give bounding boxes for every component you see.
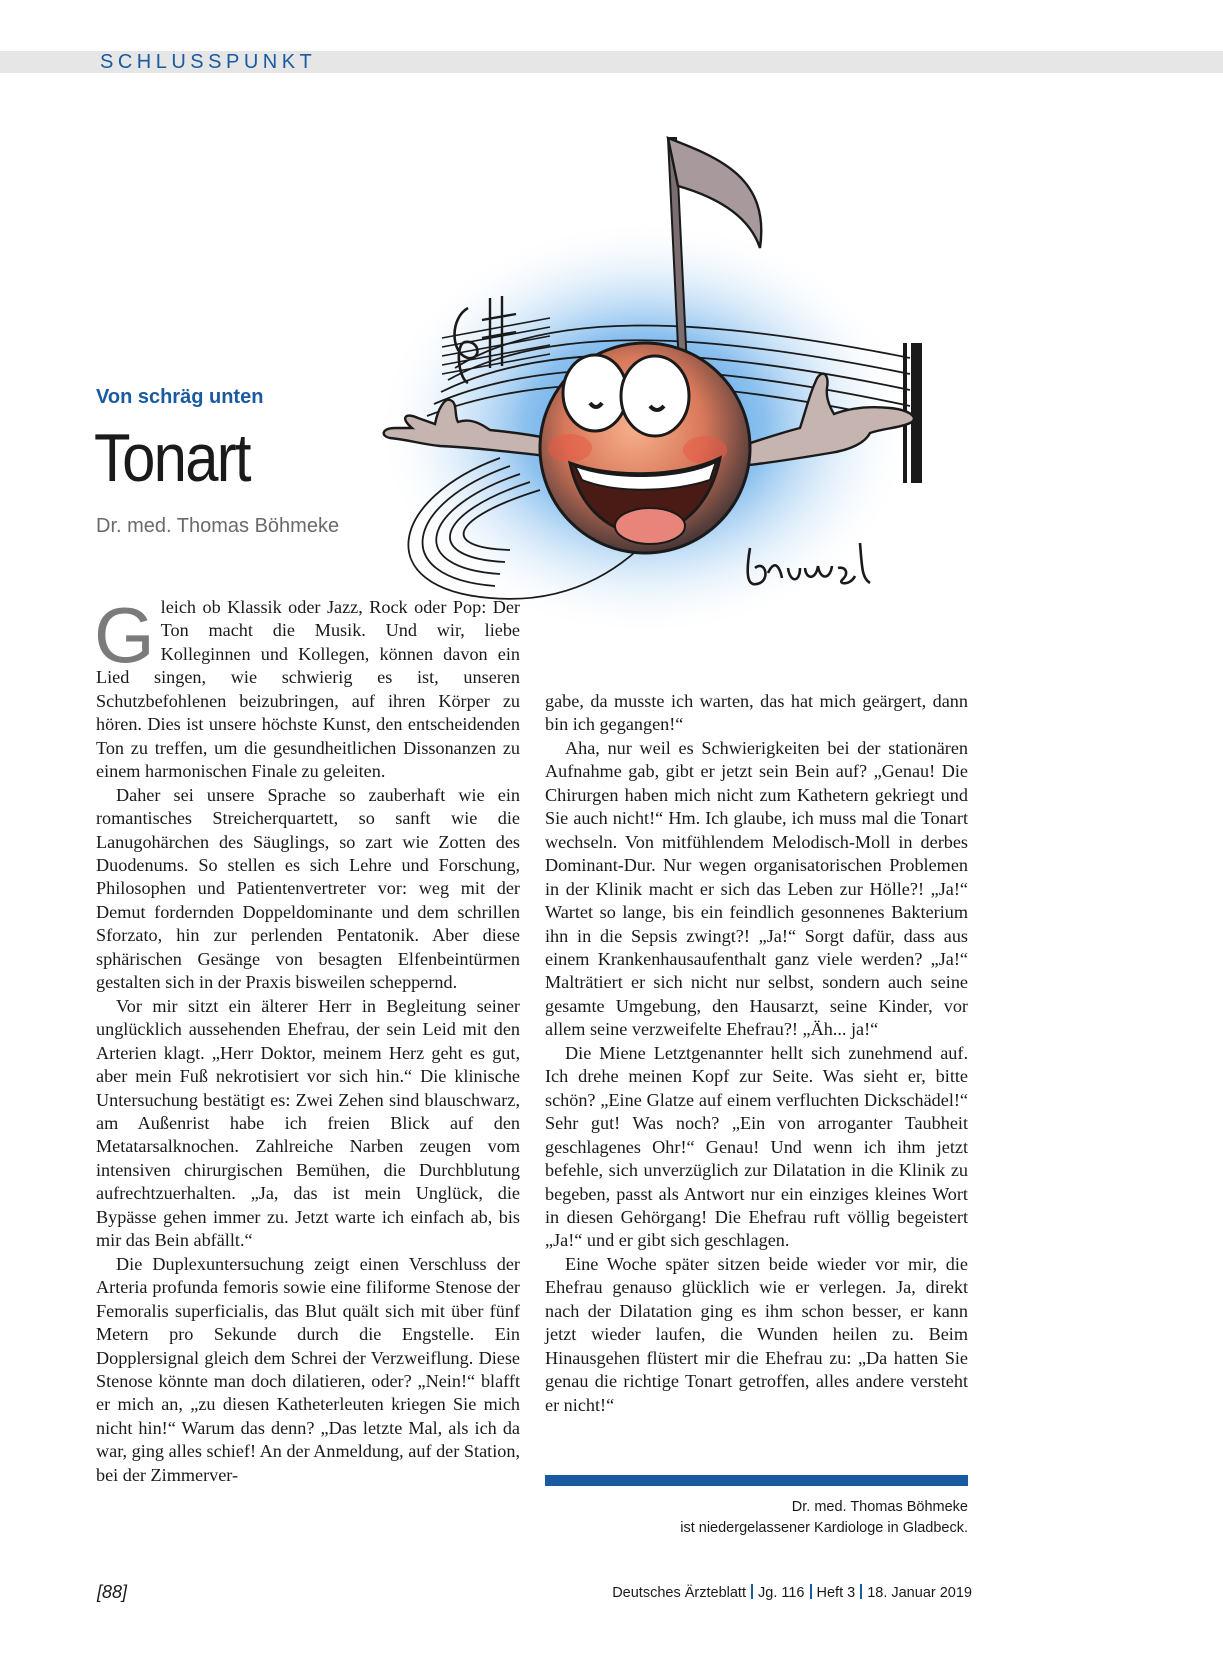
- section-label: SCHLUSSPUNKT: [100, 51, 317, 73]
- paragraph: Die Duplexuntersuchung zeigt einen Verschluss der Arteria profunda femoris sowie eine filiforme Stenose der Femoralis superficialis, das Blut quält sich mit über fünf Metern pro Sekunde durch die Engstelle. Ein Dopplersignal gleich dem Schrei der Verzweiflung. Diese Stenose könnte man doch dilatieren, oder? „Nein!“ blafft er mich an, „zu diesen Katheterleuten kriegen Sie mich nicht hin!“ Warum das denn? „Das letzte Mal, als ich da war, ging alles schief! An der Anmeldung, auf der Station, bei der Zimmerver-: [96, 1253, 520, 1485]
- article-column-1: [94, 591, 520, 1487]
- footer-separator: [810, 1584, 812, 1599]
- paragraph: Eine Woche später sitzen beide wieder vor mir, die Ehefrau genauso glücklich wie er verlegen. Ja, direkt nach der Dilatation ging es ihm schon besser, er kann jetzt wieder laufen, die Wunden heilen zu. Beim Hinausgehen flüstert mir die Ehefrau zu: „Da hatten Sie genau die richtige Tonart getroffen, alles andere versteht er nicht!“: [545, 1253, 968, 1415]
- paragraph: Daher sei unsere Sprache so zauberhaft wie ein romantisches Streicherquartett, so sanft wie die Lanugohärchen des Säuglings, so zart wie Zotten des Duodenums. So stellen es sich Lehre und Forschung, Philosophen und Patientenvertreter vor: weg mit der Demut fordernden Doppeldominante und dem schrillen Sforzato, hin zur perlenden Pentatonik. Aber diese sphärischen Gesänge von besagten Elfenbeintürmen gestalten sich in der Praxis bisweilen scheppernd.: [96, 784, 520, 993]
- paragraph: Aha, nur weil es Schwierigkeiten bei der stationären Aufnahme gab, gibt er jetzt sein Bein auf? „Genau! Die Chirurgen haben mich nicht zum Kathetern gekriegt und Sie auch nicht!“ Hm. Ich glaube, ich muss mal die Tonart wechseln. Von mitfühlendem Melodisch-Moll in derbes Dominant-Dur. Nur wegen organisatorischen Problemen in der Klinik macht er sich das Leben zur Hölle?! „Ja!“ Wartet so lange, bis ein feindlich gesonnenes Bakterium ihn in die Sepsis zwingt?! „Ja!“ Sorgt dafür, dass aus einem Krankenhausaufenthalt ganz viele werden? „Ja!“ Malträtiert er sich nicht nur selbst, sondern auch seine gesamte Umgebung, den Hausarzt, seine Kinder, vor allem seine verzweifelte Ehefrau?! „Äh... ja!“: [545, 737, 968, 1040]
- footer-citation: [612, 1584, 972, 1601]
- footer-separator: [860, 1584, 862, 1599]
- paragraph: gabe, da musste ich warten, das hat mich geärgert, dann bin ich gegangen!“: [545, 691, 968, 735]
- dropcap: G: [94, 591, 155, 679]
- article-title: Tonart: [94, 420, 250, 496]
- article-kicker: Von schräg unten: [96, 386, 264, 408]
- bio-text: ist niedergelassener Kardiologe in Gladbeck.: [680, 1520, 968, 1536]
- footer-journal: Deutsches Ärzteblatt: [612, 1585, 746, 1601]
- author-bio: [545, 1497, 968, 1539]
- article-column-2: [545, 690, 968, 1417]
- bio-divider: [545, 1475, 968, 1486]
- article-author: Dr. med. Thomas Böhmeke: [96, 515, 340, 537]
- bio-name: Dr. med. Thomas Böhmeke: [791, 1499, 968, 1515]
- footer-volume: Jg. 116: [758, 1585, 805, 1601]
- paragraph: Vor mir sitzt ein älterer Herr in Begleitung seiner unglücklich aussehenden Ehefrau, der sein Leid mit den Arterien klagt. „Herr Doktor, meinem Herz geht es gut, aber mein Fuß nekrotisiert vor sich hin.“ Die klinische Untersuchung bestätigt es: Zwei Zehen sind blauschwarz, am Außenrist habe ich freien Blick auf den Metatarsalknochen. Zahlreiche Narben zeugen vom intensiven chirurgischen Bemühen, die Durchblutung aufrechtzuerhalten. „Ja, das ist mein Unglück, die Bypässe gehen immer zu. Jetzt warte ich einfach ab, bis mir das Bein abfällt.“: [96, 995, 520, 1251]
- paragraph: leich ob Klassik oder Jazz, Rock oder Pop: Der Ton macht die Musik. Und wir, liebe Kolleginnen und Kollegen, können davon ein Lied singen, wie schwierig es ist, unseren Schutzbefohlenen beizubringen, auf ihren Körper zu hören. Dies ist unsere höchste Kunst, den entscheidenden Ton zu treffen, um die gesundheitlichen Dissonanzen zu einem harmonischen Finale zu geleiten.: [96, 597, 520, 782]
- footer-issue: Heft 3: [816, 1585, 856, 1601]
- paragraph: Die Miene Letztgenannter hellt sich zunehmend auf. Ich drehe meinen Kopf zur Seite. Was sieht er, bitte schön? „Eine Glatze auf einem verfluchten Dickschädel!“ Sehr gut! Was noch? „Ein von arroganter Taubheit geschlagenes Ohr!“ Genau! Und wenn ich ihm jetzt befehle, sich unverzüglich zur Dilatation in die Klinik zu begeben, passt als Antwort nur ein einziges kleines Wort in diesen Gehörgang! Die Ehefrau ruft völlig begeistert „Ja!“ und er gibt sich geschlagen.: [545, 1042, 968, 1251]
- page-number: [88]: [97, 1582, 128, 1602]
- footer-separator: [751, 1584, 753, 1599]
- music-note-cartoon-illustration: [350, 128, 980, 658]
- footer-date: 18. Januar 2019: [867, 1585, 972, 1601]
